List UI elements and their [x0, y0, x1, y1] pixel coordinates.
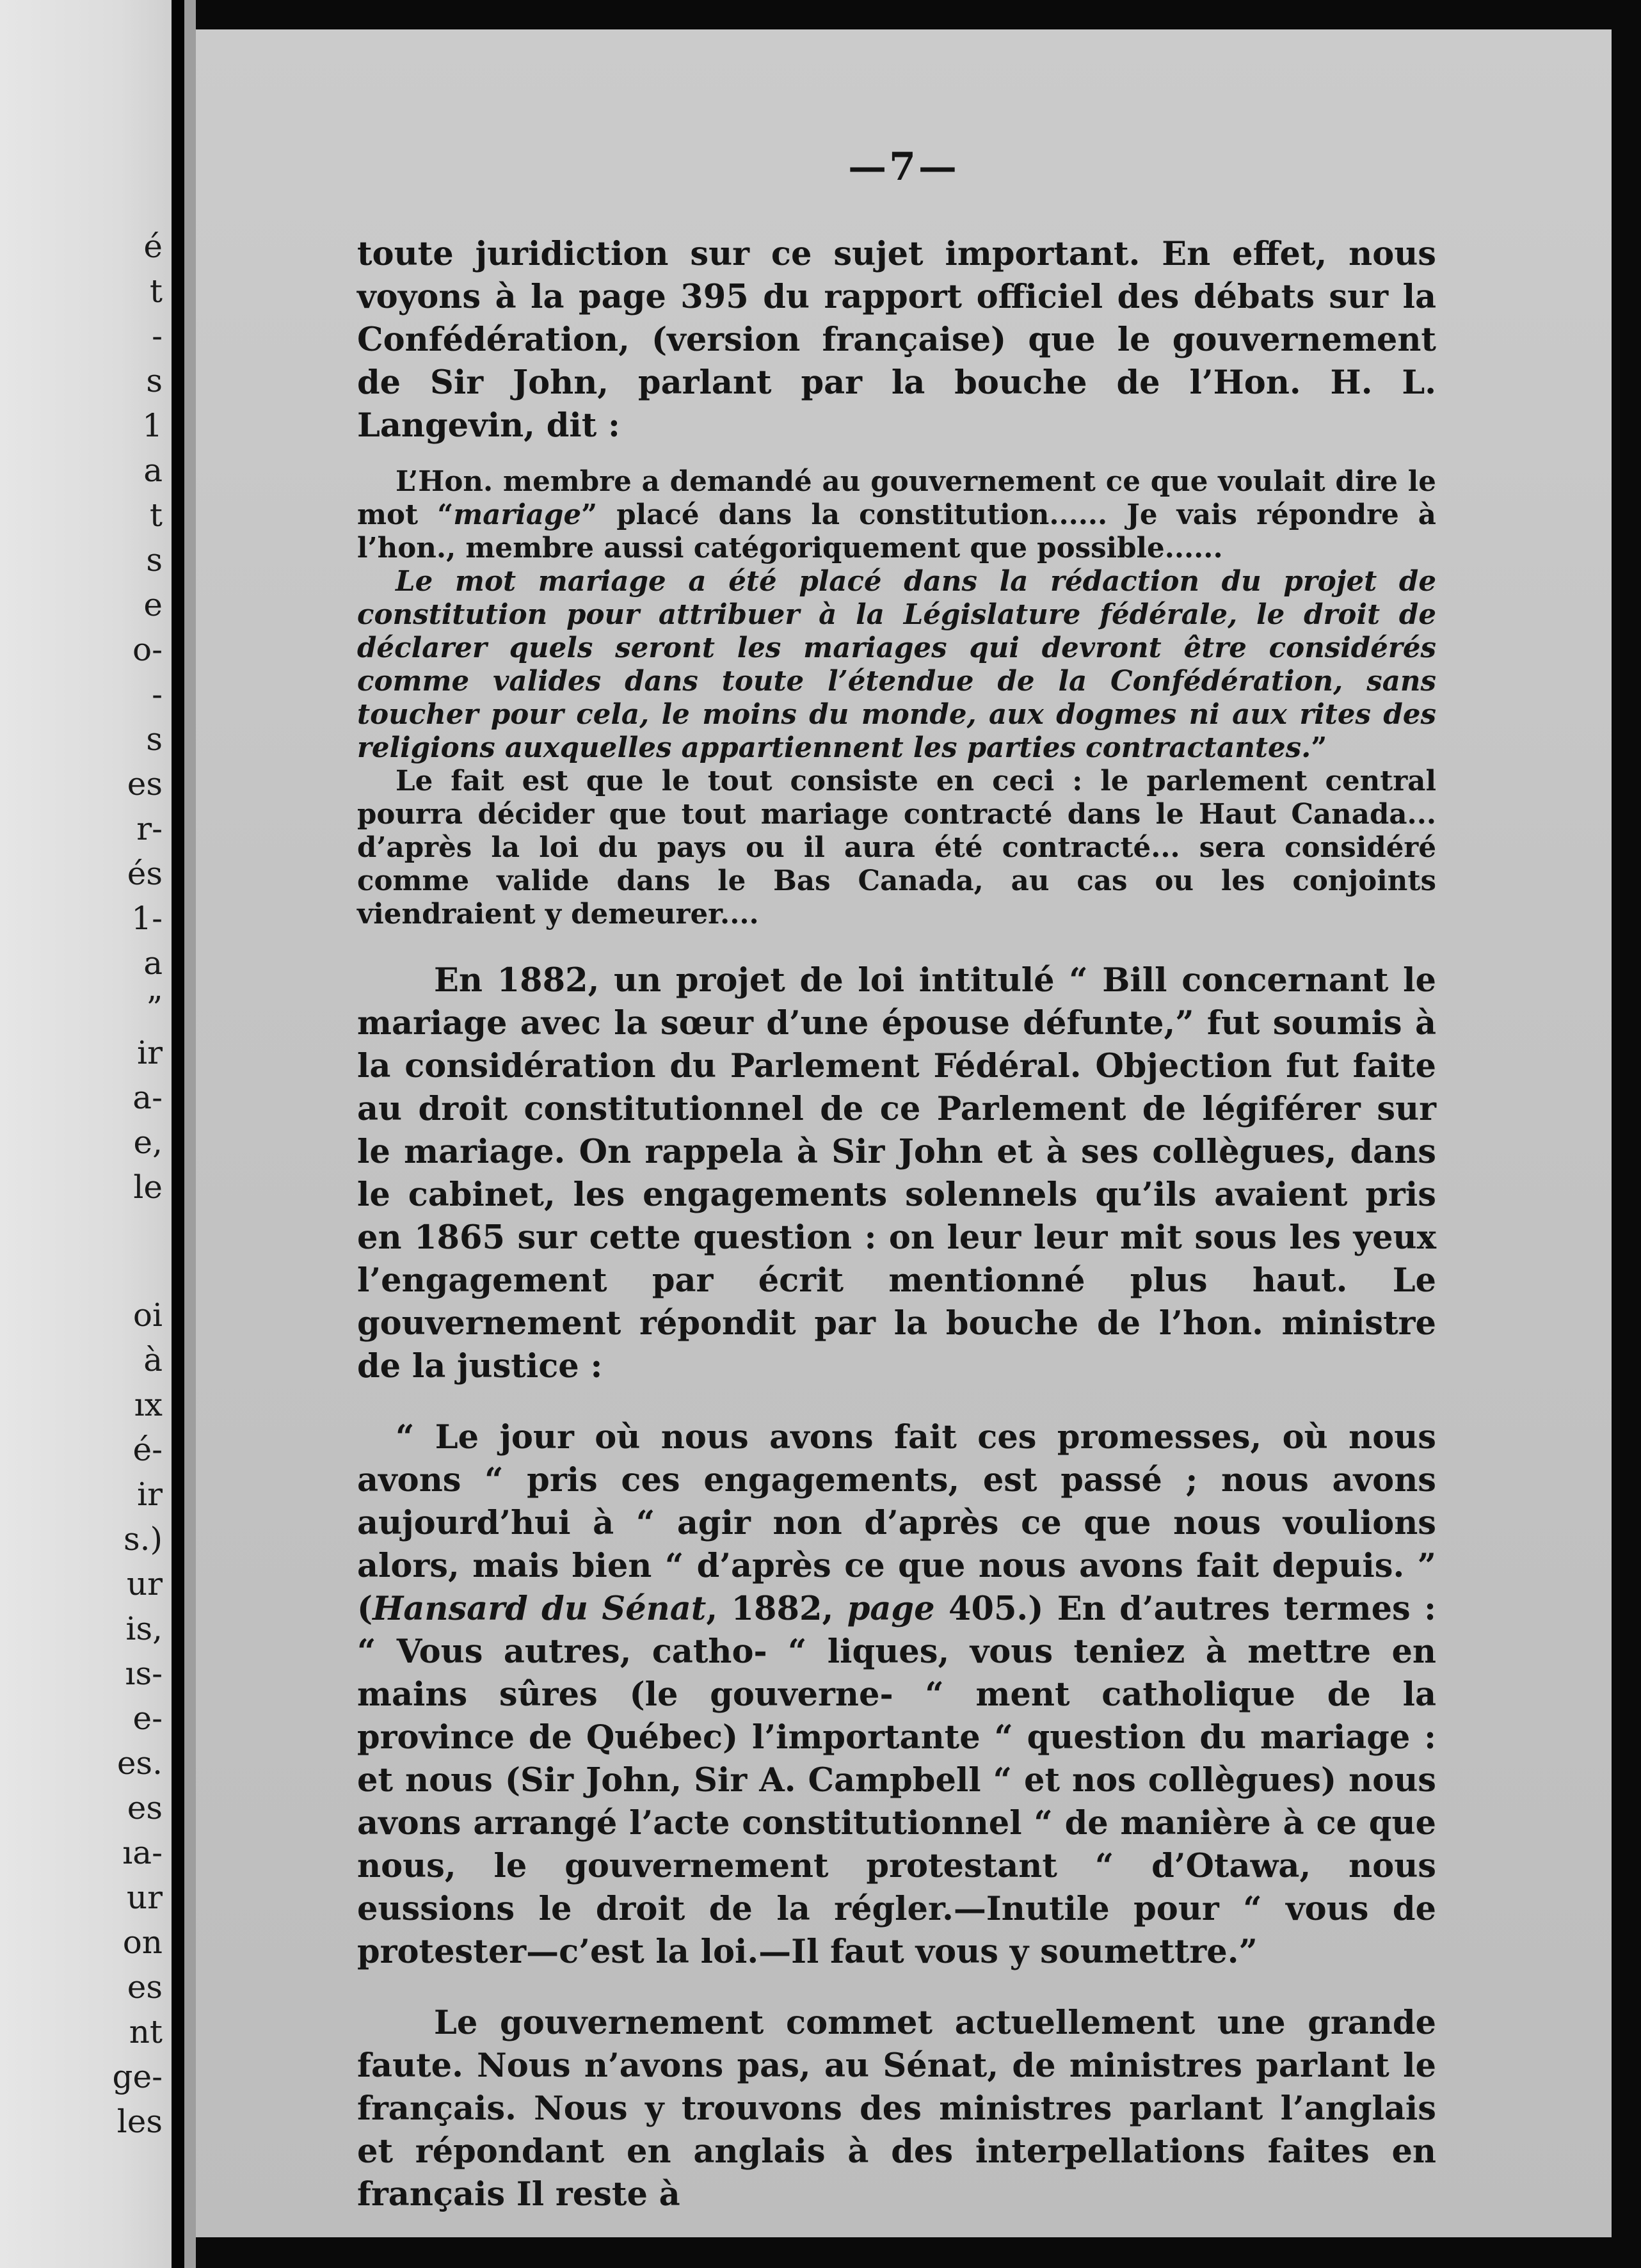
page-gutter-shadow: [184, 0, 196, 2268]
quote-text: L’Hon. membre a demandé au gouvernement ce que voulait dire le mot “: [357, 465, 1436, 531]
margin-fragment: é-: [132, 1431, 163, 1468]
margin-fragment: s: [146, 362, 163, 399]
margin-fragment: r-: [136, 810, 163, 847]
page-gutter: [172, 0, 184, 2268]
margin-fragment: e,: [133, 1124, 163, 1161]
margin-fragment: ir: [137, 1034, 163, 1071]
margin-fragment: es: [127, 765, 163, 803]
page-number: —7—: [848, 145, 959, 189]
quote-langevin-part1: [357, 465, 1436, 565]
margin-fragment: é: [143, 228, 163, 265]
margin-fragment: a-: [132, 1079, 163, 1116]
paragraph-intro: toute juridiction sur ce sujet important. En effet, nous voyons à la page 395 du rapport officiel des débats sur la Confédération, (version française) que le gouvernement de Sir John, parlant par la bouche de l’Hon. H. L. Langevin, dit :: [357, 235, 1436, 445]
margin-fragment: le: [133, 1169, 163, 1206]
margin-fragment: ir: [137, 1476, 163, 1513]
margin-fragment: 1-: [131, 900, 163, 937]
margin-fragment: is,: [125, 1610, 163, 1647]
margin-fragment: s: [146, 541, 163, 579]
margin-fragment: es: [127, 1789, 163, 1826]
quote-minister-justice: [357, 1416, 1436, 1974]
margin-fragment: e: [143, 586, 163, 623]
quote-langevin-italic: [357, 565, 1436, 765]
margin-fragment: ur: [126, 1565, 163, 1602]
margin-fragment: on: [122, 1924, 163, 1961]
margin-fragment: es.: [116, 1745, 163, 1782]
quote-text: “ Le jour où nous avons fait ces promesses, où nous avons “ pris ces engagements, est passé ; nous avons aujourd’hui à “ agir non d’après ce que nous voulions alors, mais bien “ d’après ce que nous avons fait depuis. ” (: [357, 1418, 1436, 1628]
margin-fragment: a: [143, 945, 163, 982]
margin-fragment: ıs-: [125, 1655, 163, 1692]
quote-text: 405.) En d’autres termes : “ Vous autres, catho- “ liques, vous teniez à mettre en mains sûres (le gouverne- “ ment catholique de la province de Québec) l’importante “ question du mariage : et nous (Sir John, Sir A. Campbell “ et nos collègues) nous avons arrangé l’acte constitutionnel “ de manière à ce que nous, le gouvernement protestant “ d’Otawa, nous eussions le droit de la régler.—Inutile pour “ vous de protester—c’est la loi.—Il faut vous y soumettre.”: [357, 1590, 1437, 1971]
quote-italic-text: Le mot mariage a été placé dans la rédaction du projet de constitution pour attribuer à la Législature fédérale, le droit de déclarer quels seront les mariages qui devront être considérés comme valides dans toute l’étendue de la Confédération, sans toucher pour cela, le moins du monde, aux dogmes ni aux rites des religions auxquelles appartiennent les parties contractantes.: [357, 565, 1436, 764]
margin-fragment: à: [143, 1341, 163, 1378]
citation-page-label: page: [847, 1590, 935, 1628]
facing-page-edge: [0, 0, 172, 2268]
quote-term-mariage: mariage: [453, 499, 582, 531]
margin-fragment: 1: [142, 407, 163, 444]
citation-hansard: Hansard du Sénat: [372, 1590, 707, 1628]
document-page: [196, 29, 1612, 2237]
margin-fragment: es: [127, 1969, 163, 2006]
margin-fragment: nt: [129, 2013, 163, 2050]
quote-text: , 1882,: [706, 1590, 847, 1628]
margin-fragment: -: [152, 317, 163, 355]
margin-fragment: t: [149, 497, 163, 534]
margin-fragment: o-: [132, 631, 163, 668]
margin-fragment: -: [152, 676, 163, 713]
margin-fragment: les: [116, 2103, 163, 2140]
margin-fragment: ıx: [134, 1386, 163, 1423]
quote-text: ” placé dans la constitution...... Je vais répondre à l’hon., membre aussi catégoriquement que possible......: [357, 499, 1436, 564]
margin-fragment: e-: [132, 1700, 163, 1737]
margin-fragment: t: [149, 273, 163, 310]
paragraph-gouvernement-faute: Le gouvernement commet actuellement une grande faute. Nous n’avons pas, au Sénat, de ministres parlant le français. Nous y trouvons des ministres parlant l’anglais et répondant en anglais à des interpellations faites en français Il reste à: [357, 2004, 1436, 2214]
margin-fragment: s.): [123, 1521, 163, 1558]
margin-fragment: oi: [132, 1297, 163, 1334]
quote-langevin-part2: Le fait est que le tout consiste en ceci : le parlement central pourra décider que tout mariage contracté dans le Haut Canada... d’après la loi du pays ou il aura été contracté... sera considéré comme valide dans le Bas Canada, au cas ou les conjoints viendraient y demeurer....: [357, 765, 1436, 930]
body-text: [357, 233, 1436, 2216]
margin-fragment: s: [146, 721, 163, 758]
quote-close-mark: ”: [1311, 731, 1327, 764]
margin-fragment: ıa-: [122, 1834, 163, 1871]
margin-fragment: ”: [146, 989, 163, 1026]
margin-fragment: a: [143, 452, 163, 489]
paragraph-1882-bill: En 1882, un projet de loi intitulé “ Bill concernant le mariage avec la sœur d’une épouse défunte,” fut soumis à la considération du Parlement Fédéral. Objection fut faite au droit constitutionnel de ce Parlement de légiférer sur le mariage. On rappela à Sir John et à ses collègues, dans le cabinet, les engagements solennels qu’ils avaient pris en 1865 sur cette question : on leur leur mit sous les yeux l’engagement par écrit mentionné plus haut. Le gouvernement répondit par la bouche de l’hon. ministre de la justice :: [357, 961, 1436, 1386]
margin-fragment: ur: [126, 1879, 163, 1916]
margin-fragment: ge-: [112, 2058, 163, 2095]
margin-fragment: és: [127, 855, 163, 892]
